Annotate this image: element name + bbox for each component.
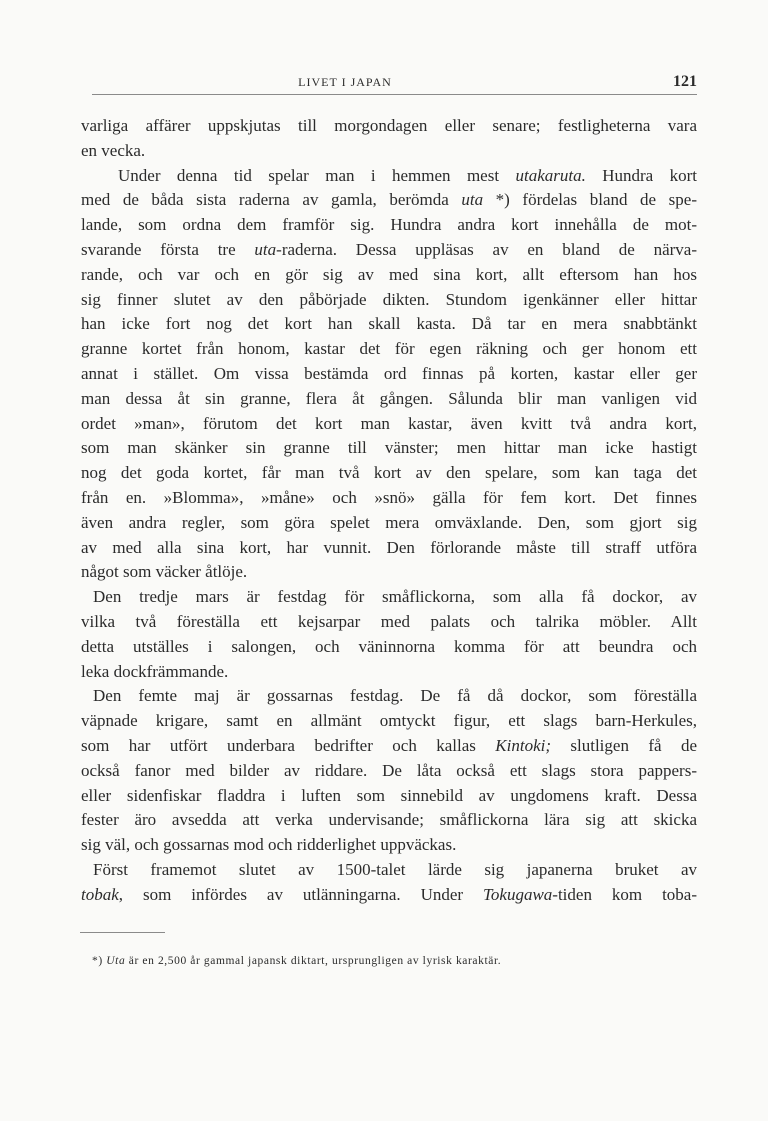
text-segment: svarande första tre — [81, 239, 255, 259]
text-segment: som har utfört underbara bedrifter och kallas — [81, 735, 496, 755]
text-line — [81, 486, 697, 511]
text-segment: -raderna. Dessa uppläsas av en bland de närva- — [276, 239, 697, 259]
text-line — [81, 263, 697, 288]
text-line — [81, 188, 697, 213]
text-line — [81, 164, 697, 189]
text-line — [81, 536, 697, 561]
text-segment: sig finner slutet av den påbörjade dikten. Stundom igenkänner eller hittar — [81, 289, 697, 309]
text-line — [81, 660, 697, 685]
italic-text: utakaruta. — [515, 165, 586, 185]
text-segment: som man skänker sin granne till vänster; men hittar man icke hastigt — [81, 438, 697, 458]
footnote-term: Uta — [106, 955, 126, 967]
text-segment: även andra regler, som göra spelet mera omväxlande. Den, som gjort sig — [81, 512, 697, 532]
text-segment: en vecka. — [81, 140, 146, 160]
text-segment: också fanor med bilder av riddare. De låta också ett slags stora pappers- — [81, 760, 697, 780]
text-line — [81, 511, 697, 536]
text-line — [81, 213, 697, 238]
text-segment: detta utställes i salongen, och väninnorna komma för att beundra och — [81, 636, 697, 656]
text-segment: han icke fort nog det kort han skall kasta. Då tar en mera snabbtänkt — [81, 314, 697, 334]
text-segment: man dessa åt sin granne, flera åt gången. Sålunda blir man vanligen vid — [81, 388, 697, 408]
text-line — [81, 288, 697, 313]
text-segment: av med alla sina kort, har vunnit. Den förlorande måste till straff utföra — [81, 537, 697, 557]
text-segment: nog det goda kortet, får man två kort av den spelare, som kan taga det — [81, 463, 697, 483]
text-segment: väpnade krigare, samt en allmänt omtyckt figur, ett slags barn-Herkules, — [81, 711, 697, 731]
text-line — [81, 709, 697, 734]
text-segment: -tiden kom toba- — [552, 884, 697, 904]
text-line — [81, 387, 697, 412]
header-rule — [92, 94, 697, 95]
text-segment: Den femte maj är gossarnas festdag. De få då dockor, som föreställa — [93, 686, 697, 706]
text-line — [81, 585, 697, 610]
text-segment: , som infördes av utlänningarna. Under — [118, 884, 484, 904]
text-line — [81, 808, 697, 833]
text-line — [81, 114, 697, 139]
text-line — [81, 833, 697, 858]
text-line — [81, 337, 697, 362]
text-line — [81, 560, 697, 585]
text-line — [81, 436, 697, 461]
text-line — [81, 238, 697, 263]
text-line — [81, 635, 697, 660]
text-segment: *) fördelas bland de spe- — [483, 190, 697, 210]
italic-text: tobak — [81, 884, 119, 904]
page-number: 121 — [673, 73, 697, 90]
footnote-text: är en 2,500 år gammal japansk diktart, ursprungligen av lyrisk karaktär. — [125, 955, 502, 967]
text-segment: slutligen få de — [551, 735, 697, 755]
text-line — [81, 461, 697, 486]
italic-text: uta — [461, 190, 484, 210]
footnote — [92, 955, 501, 967]
text-segment: granne kortet från honom, kastar det för egen räkning och ger honom ett — [81, 339, 697, 359]
text-line — [81, 883, 697, 908]
text-segment: Hundra kort — [585, 165, 697, 185]
text-line — [81, 412, 697, 437]
text-segment: Den tredje mars är festdag för småflickorna, som alla få dockor, av — [93, 587, 697, 607]
text-segment: ordet »man», förutom det kort man kastar, även kvitt två andra kort, — [81, 413, 697, 433]
text-line — [81, 312, 697, 337]
text-segment: eller sidenfiskar fladdra i luften som sinnebild av ungdomens kraft. Dessa — [81, 785, 697, 805]
text-segment: något som väcker åtlöje. — [81, 562, 248, 582]
text-segment: Under denna tid spelar man i hemmen mest — [118, 165, 516, 185]
footnote-rule — [80, 932, 165, 933]
text-segment: rande, och var och en gör sig av med sina kort, allt eftersom han hos — [81, 264, 697, 284]
text-line — [81, 734, 697, 759]
text-segment: vilka två föreställa ett kejsarpar med palats och talrika möbler. Allt — [81, 611, 697, 631]
text-line — [81, 362, 697, 387]
text-segment: fester äro avsedda att verka undervisande; småflickorna lära sig att skicka — [81, 810, 697, 830]
body-text — [81, 114, 697, 908]
italic-text: uta — [254, 239, 277, 259]
text-segment: med de båda sista raderna av gamla, berömda — [81, 190, 462, 210]
text-line — [81, 858, 697, 883]
italic-text: Kintoki; — [495, 735, 551, 755]
text-segment: leka dockfrämmande. — [81, 661, 229, 681]
text-segment: annat i stället. Om vissa bestämda ord finnas på korten, kastar eller ger — [81, 363, 697, 383]
italic-text: Tokugawa — [483, 884, 553, 904]
text-segment: lande, som ordna dem framför sig. Hundra andra kort innehålla de mot- — [81, 215, 697, 235]
text-line — [81, 610, 697, 635]
text-line — [81, 784, 697, 809]
text-segment: från en. »Blomma», »måne» och »snö» gälla för fem kort. Det finnes — [81, 487, 697, 507]
text-line — [81, 684, 697, 709]
text-segment: varliga affärer uppskjutas till morgondagen eller senare; festligheterna vara — [81, 116, 697, 135]
footnote-marker: *) — [92, 955, 107, 967]
running-header-title: LIVET I JAPAN — [298, 75, 392, 89]
text-segment: sig väl, och gossarnas mod och ridderlighet uppväckas. — [81, 835, 457, 855]
text-line — [81, 759, 697, 784]
text-segment: Först framemot slutet av 1500-talet lärde sig japanerna bruket av — [93, 859, 697, 879]
text-line — [81, 139, 697, 164]
